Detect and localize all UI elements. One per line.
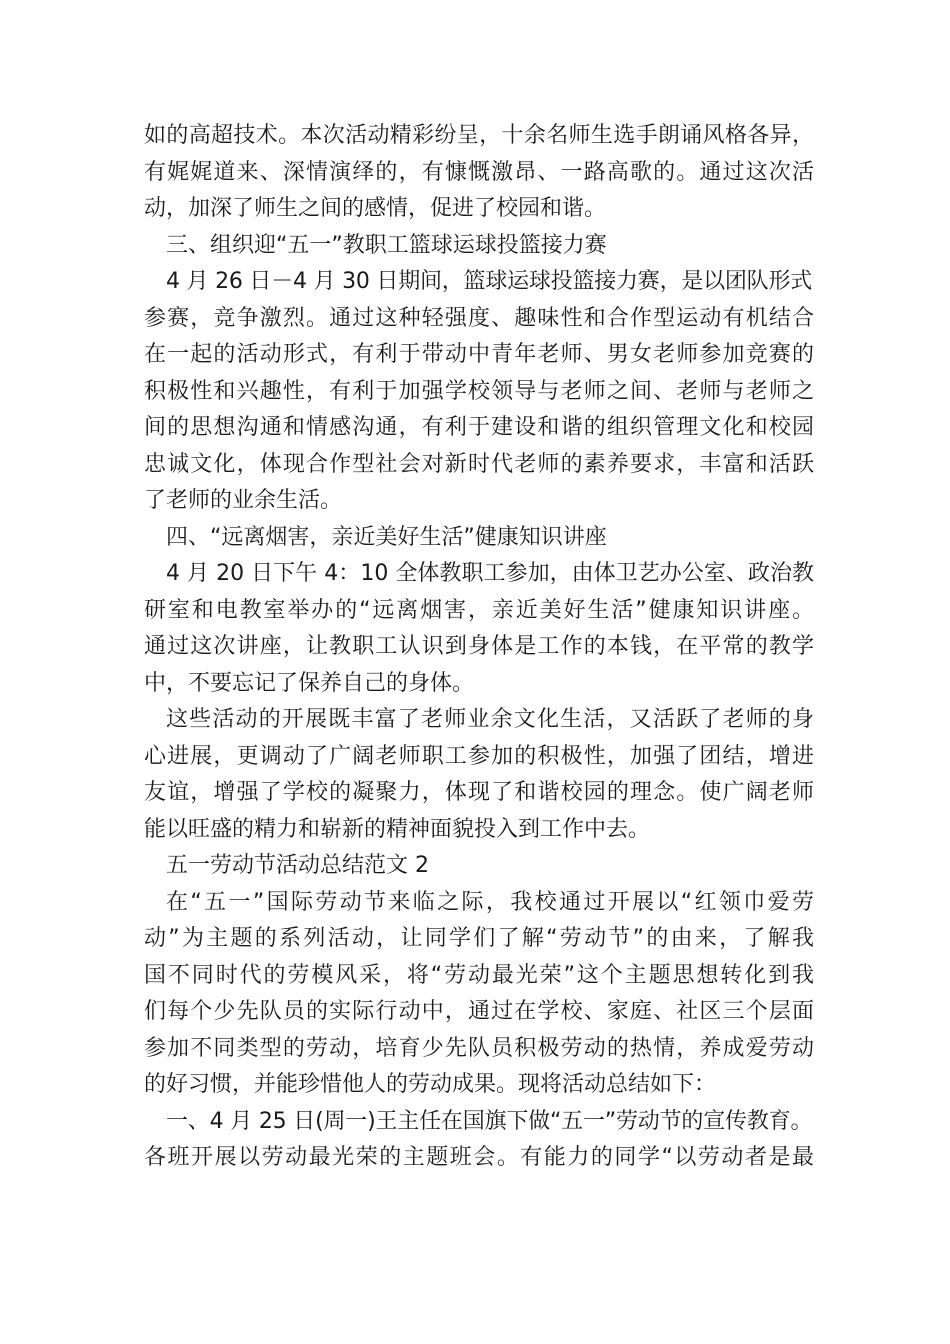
text-line: 参加不同类型的劳动，培育少先队员积极劳动的热情，养成爱劳动 [144, 1035, 814, 1061]
text-line: 间的思想沟通和情感沟通，有利于建设和谐的组织管理文化和校园 [144, 415, 814, 440]
text-line: 各班开展以劳动最光荣的主题班会。有能力的同学“以劳动者是最 [144, 1145, 814, 1170]
text-line: 友谊，增强了学校的凝聚力，体现了和谐校园的理念。使广阔老师 [144, 780, 814, 805]
document-body [144, 118, 814, 1177]
section-heading: 三、组织迎“五一”教职工篮球运球投篮接力赛 [166, 232, 607, 258]
text-line: 如的高超技术。本次活动精彩纷呈，十余名师生选手朗诵风格各异， [144, 123, 814, 148]
text-line: 忠诚文化，体现合作型社会对新时代老师的素养要求，丰富和活跃 [144, 451, 814, 477]
text-line: 4 月 26 日－4 月 30 日期间，篮球运球投篮接力赛，是以团队形式 [166, 269, 813, 294]
text-line: 国不同时代的劳模风采，将“劳动最光荣”这个主题思想转化到我 [144, 962, 814, 988]
text-line: 有娓娓道来、深情演绎的，有慷慨激昂、一路高歌的。通过这次活 [144, 159, 814, 185]
text-line: 动，加深了师生之间的感情，促进了校园和谐。 [144, 196, 607, 221]
text-line: 能以旺盛的精力和崭新的精神面貌投入到工作中去。 [144, 816, 651, 842]
section-heading: 四、“远离烟害，亲近美好生活”健康知识讲座 [166, 524, 607, 550]
section-heading: 五一劳动节活动总结范文 2 [166, 853, 429, 878]
text-line: 中，不要忘记了保养自己的身体。 [144, 670, 475, 696]
text-line: 通过这次讲座，让教职工认识到身体是工作的本钱，在平常的教学 [144, 634, 814, 659]
text-line: 积极性和兴趣性，有利于加强学校领导与老师之间、老师与老师之 [144, 378, 814, 404]
text-line: 参赛，竞争激烈。通过这种轻强度、趣味性和合作型运动有机结合 [144, 305, 814, 331]
text-line: 心进展，更调动了广阔老师职工参加的积极性，加强了团结，增进 [144, 743, 814, 769]
text-line: 们每个少先队员的实际行动中，通过在学校、家庭、社区三个层面 [144, 999, 814, 1024]
text-line: 动”为主题的系列活动，让同学们了解“劳动节”的由来，了解我 [144, 926, 814, 951]
text-line: 在一起的活动形式，有利于带动中青年老师、男女老师参加竞赛的 [144, 342, 814, 367]
text-line: 这些活动的开展既丰富了老师业余文化生活，又活跃了老师的身 [166, 707, 814, 732]
text-line: 一、4 月 25 日(周一)王主任在国旗下做“五一”劳动节的宣传教育。 [166, 1108, 813, 1134]
text-line: 研室和电教室举办的“远离烟害，亲近美好生活”健康知识讲座。 [144, 597, 814, 623]
text-line: 的好习惯，并能珍惜他人的劳动成果。现将活动总结如下： [144, 1072, 717, 1097]
text-line: 在“五一”国际劳动节来临之际，我校通过开展以“红领巾爱劳 [166, 889, 814, 915]
text-line: 4 月 20 日下午 4：10 全体教职工参加，由体卫艺办公室、政治教 [166, 561, 814, 586]
text-line: 了老师的业余生活。 [144, 488, 343, 513]
